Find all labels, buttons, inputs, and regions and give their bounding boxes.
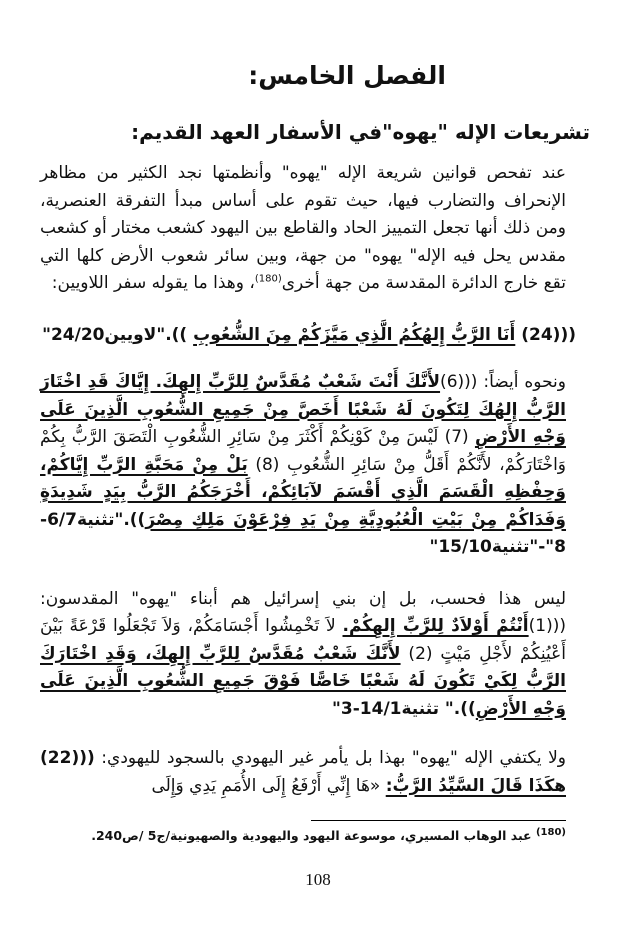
- paragraph-tail: ، وهذا ما يقوله سفر اللاويين:: [51, 273, 255, 293]
- quote-close: )).: [123, 509, 146, 530]
- verse-2-text: لأَنَّكَ شَعْبٌ مُقَدَّسٌ لِلرَّبِّ إِلهِكَ، وَقَدِ اخْتَارَكَ الرَّبُّ لِكَيْ تَكُونَ لَهُ شَعْبًا خَاصًّا فَوْقَ جَمِيعِ الشُّعُوبِ الَّذِينَ عَلَى وَجْهِ الأَرْضِ: [40, 643, 566, 719]
- section-title: تشريعات الإله "يهوه"في الأسفار العهد القديم:: [131, 120, 590, 144]
- quote-leviticus: [40, 322, 596, 350]
- quote-close: )).: [453, 698, 476, 719]
- page-number: 108: [305, 870, 331, 889]
- verse-7-text: (7) لَيْسَ مِنْ كَوْنِكُمْ أَكْثَرَ مِنْ سَائِرِ الشُّعُوبِ الْتَصَقَ الرَّبُّ بِكُمْ وَاخْتَارَكُمْ، لأَنَّكُمْ أَقَلُّ مِنْ سَائِرِ الشُّعُوبِ (8): [40, 427, 566, 475]
- verse-6-text: لأَنَّكَ أَنْتَ شَعْبٌ مُقَدَّسٌ لِلرَّبِّ إِلهِكَ. إِيَّاكَ قَدِ اخْتَارَ الرَّبُّ إِلهُكَ لِتَكُونَ لَهُ شَعْبًا أَخَصَّ مِنْ جَمِيعِ الشُّعُوبِ الَّذِينَ عَلَى وَجْهِ الأَرْضِ: [40, 372, 566, 447]
- paragraph-intro: [40, 160, 596, 298]
- verse-reference: "لاويين24/20": [42, 324, 166, 345]
- verse-1-text: أَنْتُمْ أَوْلاَدٌ لِلرَّبِّ إِلهِكُمْ.: [342, 616, 529, 636]
- footnote-reference: (180): [254, 273, 282, 285]
- paragraph-text: عند تفحص قوانين شريعة الإله "يهوه" وأنظمتها نجد الكثير من مظاهر الإنحراف والتضارب فيها، حيث تقوم على أساس مبدأ التفرقة العنصرية، ومن ذلك أنها تجعل التمييز الحاد والقاطع بين اليهود كشعب مختار أو كشعب مقدس يحل فيه الإله" يهوه" من جهة، وبين سائر شعوب الأرض كلها التي تقع خارج الدائرة المقدسة من جهة أخرى: [40, 163, 566, 293]
- verse-22b-text: «هَا إِنِّي أَرْفَعُ إِلَى الأُمَمِ يَدِي وَإِلَى: [151, 775, 381, 796]
- footnote-divider: [311, 820, 566, 821]
- verse-8-text: بَلْ مِنْ مَحَبَّةِ الرَّبِّ إِيَّاكُمْ، وَحِفْظِهِ الْقَسَمَ الَّذِي أَقْسَمَ لآبَائِكُمْ، أَخْرَجَكُمُ الرَّبُّ بِيَدٍ شَدِيدَةٍ وَفَدَاكُمْ مِنْ بَيْتِ الْعُبُودِيَّةِ مِنْ يَدِ فِرْعَوْنَ مَلِكِ مِصْرَ: [40, 454, 566, 530]
- quote-close: )).: [165, 324, 188, 345]
- verse-1b-text: لاَ تَخْمِشُوا أَجْسَامَكُمْ، وَلاَ تَجْعَلُوا قَرْعَةً بَيْنَ أَعْيُنِكُمْ لأَجْلِ مَيْتٍ (2): [40, 616, 566, 664]
- paragraph-deuteronomy-14: [40, 586, 596, 724]
- verse-number: (24): [521, 324, 561, 345]
- verse-reference: " تثنية14/1-3": [332, 698, 454, 719]
- paragraph-isaiah: [40, 745, 596, 800]
- verse-number: (((22): [40, 748, 95, 768]
- footnote: [66, 826, 566, 846]
- paragraph-intro-text: ونحوه أيضاً: (((6): [440, 372, 566, 392]
- verse-text: أَنَا الرَّبُّ إِلهُكُمُ الَّذِي مَيَّزَكُمْ مِنَ الشُّعُوبِ: [193, 324, 516, 345]
- paragraph-deuteronomy-7: [40, 369, 596, 562]
- verse-reference: "تثنية6/7-8"-"تثنية15/10": [40, 509, 566, 557]
- paragraph-intro-text: ليس هذا فحسب، بل إن بني إسرائيل هم أبناء "يهوه" المقدسون: (((1): [40, 588, 566, 636]
- quote-open: ((: [560, 324, 576, 345]
- footnote-number: (180): [535, 826, 566, 838]
- chapter-title: الفصل الخامس:: [248, 61, 446, 90]
- paragraph-intro-text: ولا يكتفي الإله "يهوه" بهذا بل يأمر غير اليهودي بالسجود لليهودي:: [101, 748, 566, 768]
- footnote-text: عبد الوهاب المسيري، موسوعة اليهود واليهودية والصهيونية/ج5 /ص240.: [91, 828, 532, 843]
- verse-22-text: هكَذَا قَالَ السَّيِّدُ الرَّبُّ:: [385, 775, 566, 796]
